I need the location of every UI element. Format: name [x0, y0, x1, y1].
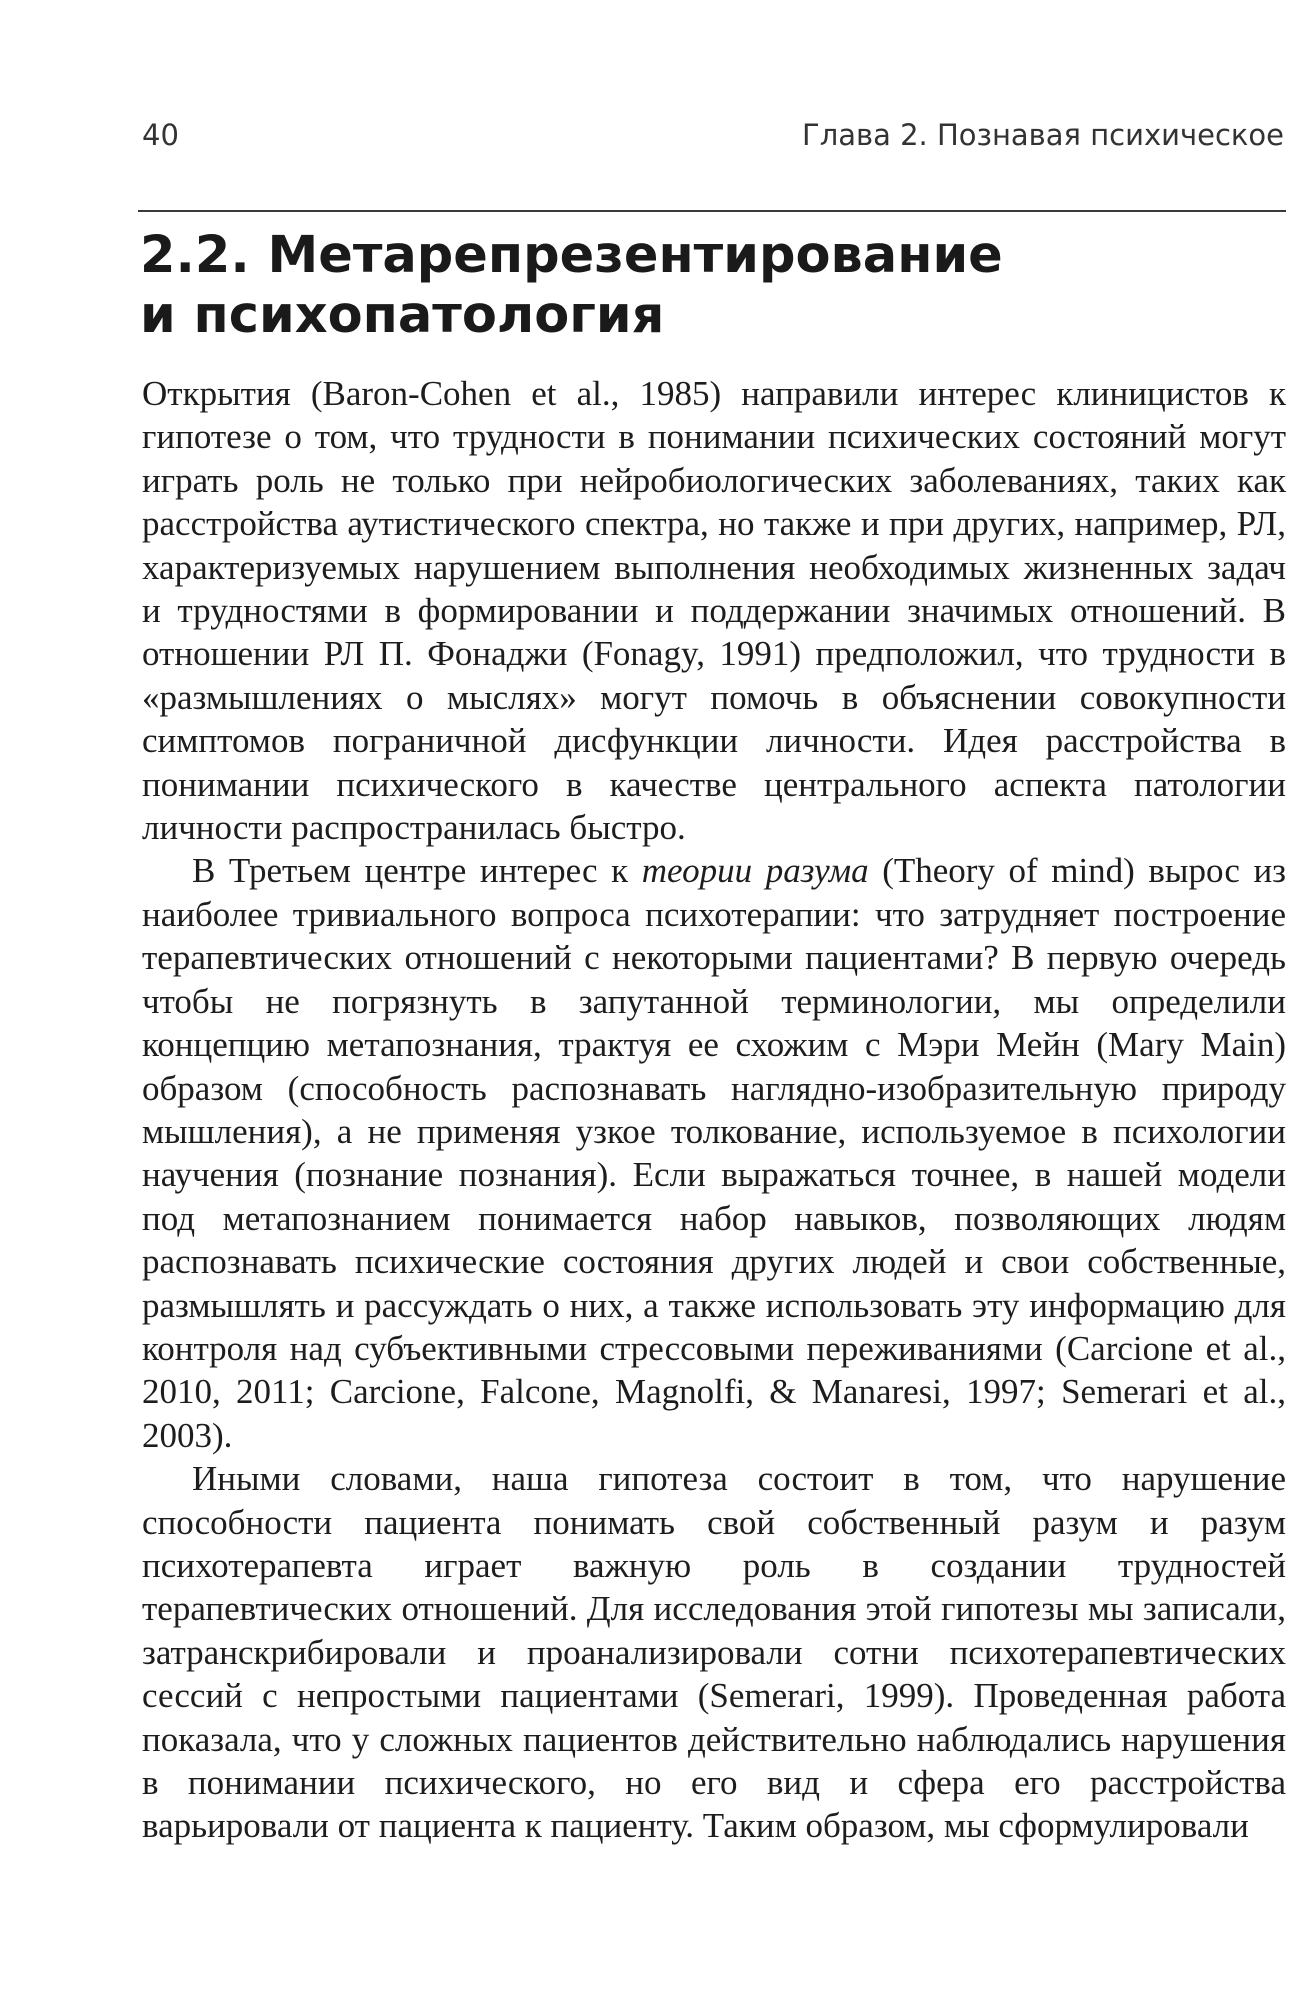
- body-text: [142, 372, 1286, 1848]
- section-heading-line2: и психопатология: [140, 286, 665, 345]
- chapter-title: Глава 2. Познавая психическое: [802, 118, 1284, 152]
- section-heading: [140, 226, 1240, 346]
- section-heading-line1: 2.2. Метарепрезентирование: [140, 226, 1003, 285]
- paragraph-2-emphasis: теории разума: [641, 851, 869, 891]
- paragraph-2-rest: (Theory of mind) вырос из наиболее тривиального вопроса психотерапии: что затрудняет построение терапевтических отношений с некоторыми пациентами? В первую очередь чтобы не погрязнуть в запутанной терминологии, мы определили концепцию метапознания, трактуя ее схожим с Мэри Мейн (Mary Main) образом (способность распознавать наглядно-изобразительную природу мышления), а не применяя узкое толкование, используемое в психологии научения (познание познания). Если выражаться точнее, в нашей модели под метапознанием понимается набор навыков, позволяющих людям распознавать психические состояния других людей и свои собственные, размышлять и рассуждать о них, а также использовать эту информацию для контроля над субъективными стрессовыми переживаниями (Carcione et al., 2010, 2011; Carcione, Falcone, Magnolfi, & Manaresi, 1997; Semerari et al., 2003).: [142, 851, 1286, 1455]
- header-rule: [138, 210, 1286, 212]
- paragraph-2: [142, 849, 1286, 1457]
- page-number: 40: [142, 118, 179, 152]
- paragraph-1: Открытия (Baron-Cohen et al., 1985) направили интерес клиницистов к гипотезе о том, что трудности в понимании психических состояний могут играть роль не только при нейробиологических заболеваниях, таких как расстройства аутистического спектра, но также и при других, например, РЛ, характеризуемых нарушением выполнения необходимых жизненных задач и трудностями в формировании и поддержании значимых отношений. В отношении РЛ П. Фонаджи (Fonagy, 1991) предположил, что трудности в «размышлениях о мыслях» могут помочь в объяснении совокупности симптомов пограничной дисфункции личности. Идея расстройства в понимании психического в качестве центрального аспекта патологии личности распространилась быстро.: [142, 374, 1286, 848]
- paragraph-3: Иными словами, наша гипотеза состоит в том, что нарушение способности пациента понимать свой собственный разум и разум психотерапевта играет важную роль в создании трудностей терапевтических отношений. Для исследования этой гипотезы мы записали, затранскрибировали и проанализировали сотни психотерапевтических сессий с непростыми пациентами (Semerari, 1999). Проведенная работа показала, что у сложных пациентов действительно наблюдались нарушения в понимании психического, но его вид и сфера его расстройства варьировали от пациента к пациенту. Таким образом, мы сформулировали: [142, 1459, 1286, 1846]
- paragraph-2-lead: В Третьем центре интерес к: [192, 851, 642, 891]
- running-head: [142, 118, 1284, 158]
